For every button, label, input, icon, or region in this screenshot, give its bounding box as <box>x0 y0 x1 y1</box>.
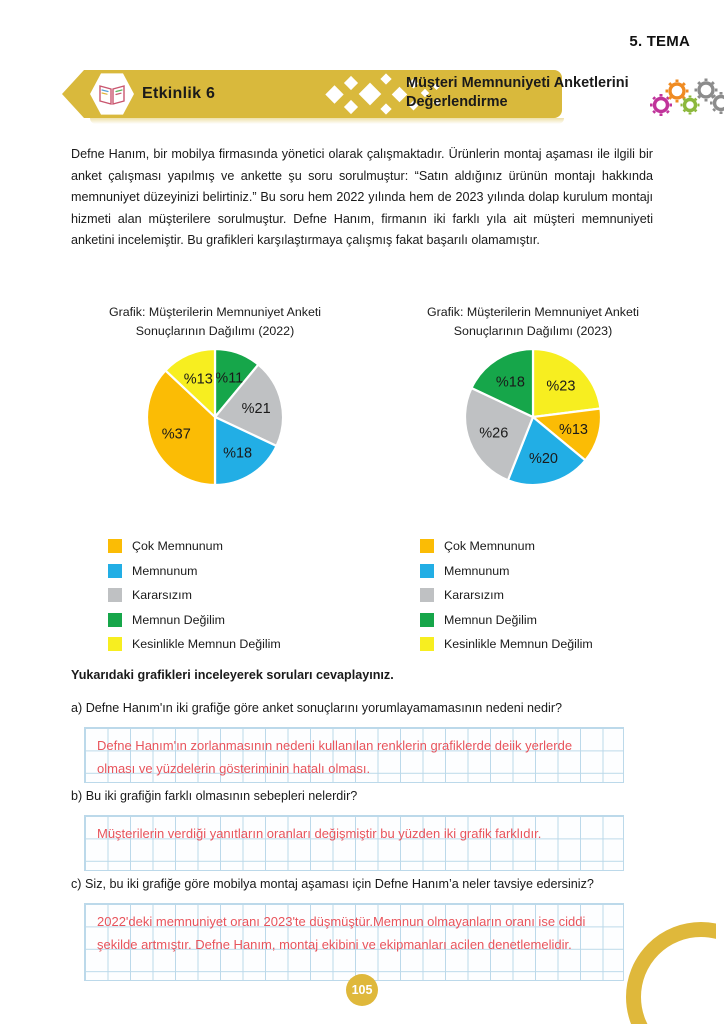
chart-2022-title <box>70 303 360 341</box>
legend-item-label: Memnunum <box>132 563 198 578</box>
legend-item <box>108 559 281 584</box>
legend-item <box>420 608 593 633</box>
theme-label: 5. TEMA <box>629 33 690 50</box>
pie-slice-label: %18 <box>495 374 525 391</box>
page-number: 105 <box>346 974 378 1006</box>
questions-heading: Yukarıdaki grafikleri inceleyerek soruları cevaplayınız. <box>71 668 394 682</box>
legend-color-swatch <box>420 613 434 627</box>
open-book-icon <box>97 79 127 109</box>
chart-2022-title-line-2: Sonuçlarının Dağılımı (2022) <box>135 324 295 338</box>
gears-icon <box>648 72 724 122</box>
intro-paragraph: Defne Hanım, bir mobilya firmasında yönetici olarak çalışmaktadır. Ürünlerin montaj aşaması ile ilgili bir anket çalışması yapılmış ve ankette şu soru sorulmuştur: “Satın aldığınız ürünün montajı hakkında memnuniyet düzeyinizi belirtiniz.” Bu soru hem 2022 yılında hem de 2023 yılında dolap kurulum montajı hizmeti alan müşterilere sorulmuştur. Defne Hanım, firmanın iki farklı yıla ait müşteri memnuniyeti anketini incelemiştir. Bu grafikleri karşılaştırmaya çalışmış fakat başarılı olamamıştır. <box>71 147 653 247</box>
pie-chart-2022 <box>145 347 285 487</box>
legend-item-label: Çok Memnunum <box>132 539 223 554</box>
legend-item <box>420 559 593 584</box>
chart-2023-plot-area <box>388 347 678 487</box>
legend-item <box>420 632 593 657</box>
legend-item-label: Memnun Değilim <box>444 612 537 627</box>
chart-2022 <box>70 303 360 487</box>
legend-color-swatch <box>108 539 122 553</box>
chart-2023-title-line-1: Grafik: Müşterilerin Memnuniyet Anketi <box>426 305 640 319</box>
legend-color-swatch <box>108 637 122 651</box>
legend-color-swatch <box>108 588 122 602</box>
pie-slice-label: %20 <box>528 450 559 467</box>
question-c-answer-text: 2022'deki memnuniyet oranı 2023'te düşmüştür.Memnun olmayanların oranı ise ciddi şekilde artmıştır. Defne Hanım, montaj ekibini ve ekipmanları acilen denetlemelidir. <box>97 914 586 952</box>
pie-slice-label: %21 <box>241 400 271 417</box>
chart-2023-title-line-2: Sonuçlarının Dağılımı (2023) <box>453 324 613 338</box>
pie-slice-label: %13 <box>558 421 589 438</box>
banner-shadow <box>90 118 564 124</box>
chart-2022-title-line-1: Grafik: Müşterilerin Memnuniyet Anketi <box>108 305 322 319</box>
question-b-prompt: b) Bu iki grafiğin farklı olmasının sebepleri nelerdir? <box>71 789 358 803</box>
legend-item <box>420 583 593 608</box>
question-b-answer-text: Müşterilerin verdiği yanıtların oranları değişmiştir bu yüzden iki grafik farklıdır. <box>97 826 542 841</box>
pie-slice-label: %18 <box>223 445 253 462</box>
legend-color-swatch <box>420 564 434 578</box>
legend-item-label: Kesinlikle Memnun Değilim <box>444 637 593 652</box>
legend-color-swatch <box>108 564 122 578</box>
question-a-prompt: a) Defne Hanım'ın iki grafiğe göre anket sonuçlarını yorumlayamamasının nedeni nedir? <box>71 701 563 715</box>
legend-item <box>108 583 281 608</box>
chart-2023 <box>388 303 678 487</box>
legend-item <box>420 534 593 559</box>
question-c-answer-box[interactable] <box>84 903 624 981</box>
pie-slice-label: %37 <box>161 426 191 443</box>
question-c-prompt: c) Siz, bu iki grafiğe göre mobilya montaj aşaması için Defne Hanım’a neler tavsiye edersiniz? <box>71 877 594 891</box>
corner-arc-decoration <box>626 922 724 1024</box>
chart-2023-title <box>388 303 678 341</box>
legend-item-label: Kesinlikle Memnun Değilim <box>132 637 281 652</box>
question-b-answer-box[interactable] <box>84 815 624 871</box>
legend-color-swatch <box>108 613 122 627</box>
legend-item-label: Memnun Değilim <box>132 612 225 627</box>
pie-slice-label: %11 <box>215 370 244 387</box>
legend-2023 <box>420 534 593 657</box>
pie-chart-2023 <box>463 347 603 487</box>
banner-title-line-1: Müşteri Memnuniyeti Anketlerini <box>406 75 629 91</box>
question-a-answer-box[interactable] <box>84 727 624 783</box>
legend-item-label: Kararsızım <box>444 588 504 603</box>
legend-color-swatch <box>420 539 434 553</box>
banner-title-line-2: Değerlendirme <box>406 94 508 110</box>
legend-item <box>108 632 281 657</box>
pie-slice-label: %13 <box>183 371 213 388</box>
activity-number-label: Etkinlik 6 <box>142 85 216 102</box>
chart-2022-plot-area <box>70 347 360 487</box>
legend-color-swatch <box>420 588 434 602</box>
legend-2022 <box>108 534 281 657</box>
question-a-answer-text: Defne Hanım'ın zorlanmasının nedeni kullanılan renklerin grafiklerde deiik yerlerde olması ve yüzdelerin gösteriminin hatalı olması. <box>97 738 573 776</box>
pie-slice-label: %23 <box>546 378 576 395</box>
legend-item <box>108 534 281 559</box>
pie-slice-label: %26 <box>479 425 509 442</box>
legend-item <box>108 608 281 633</box>
legend-color-swatch <box>420 637 434 651</box>
legend-item-label: Çok Memnunum <box>444 539 535 554</box>
legend-item-label: Kararsızım <box>132 588 192 603</box>
legend-item-label: Memnunum <box>444 563 510 578</box>
activity-banner <box>84 70 640 124</box>
